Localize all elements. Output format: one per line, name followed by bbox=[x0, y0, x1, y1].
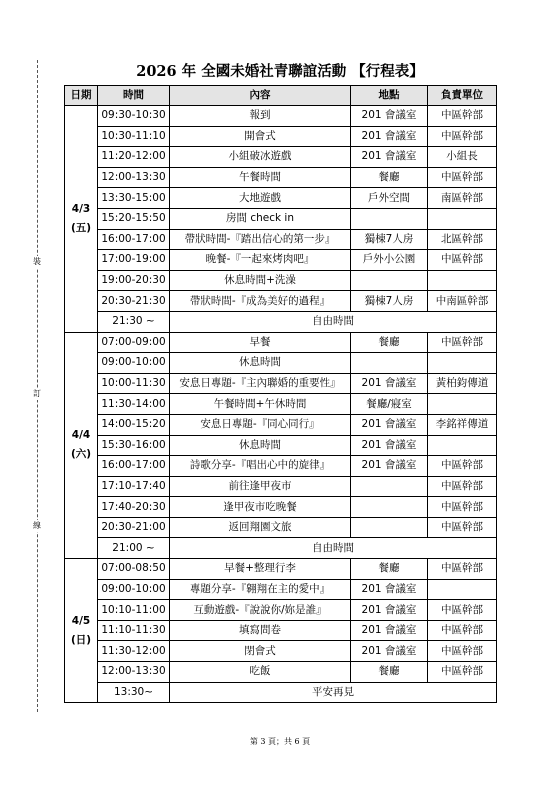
location-cell: 201 會議室 bbox=[351, 435, 428, 456]
location-cell bbox=[351, 208, 428, 229]
content-cell: 安息日專題-『同心同行』 bbox=[170, 414, 351, 435]
time-cell: 07:00-09:00 bbox=[98, 332, 170, 353]
binding-mark: 訂 bbox=[33, 389, 41, 398]
table-row bbox=[65, 394, 497, 415]
header-location: 地點 bbox=[351, 86, 428, 106]
table-row bbox=[65, 250, 497, 271]
table-row bbox=[65, 373, 497, 394]
binding-mark: 線 bbox=[33, 521, 41, 530]
owner-cell: 中區幹部 bbox=[428, 476, 497, 497]
time-cell: 13:30~ bbox=[98, 682, 170, 703]
content-cell: 平安再見 bbox=[170, 682, 497, 703]
table-row bbox=[65, 600, 497, 621]
owner-cell: 中區幹部 bbox=[428, 126, 497, 147]
time-cell: 15:20-15:50 bbox=[98, 208, 170, 229]
location-cell: 獨棟7人房 bbox=[351, 291, 428, 312]
time-cell: 10:30-11:10 bbox=[98, 126, 170, 147]
table-row bbox=[65, 620, 497, 641]
content-cell: 帶狀時間-『踏出信心的第一步』 bbox=[170, 229, 351, 250]
time-cell: 20:30-21:00 bbox=[98, 517, 170, 538]
location-cell: 戶外空間 bbox=[351, 188, 428, 209]
day-cell bbox=[65, 332, 98, 559]
location-cell: 201 會議室 bbox=[351, 373, 428, 394]
table-row bbox=[65, 126, 497, 147]
content-cell: 帶狀時間-『成為美好的過程』 bbox=[170, 291, 351, 312]
header-time: 時間 bbox=[98, 86, 170, 106]
owner-cell: 中區幹部 bbox=[428, 106, 497, 127]
owner-cell: 中區幹部 bbox=[428, 620, 497, 641]
location-cell: 201 會議室 bbox=[351, 147, 428, 168]
table-row bbox=[65, 270, 497, 291]
owner-cell bbox=[428, 435, 497, 456]
time-cell: 20:30-21:30 bbox=[98, 291, 170, 312]
content-cell: 自由時間 bbox=[170, 311, 497, 332]
time-cell: 17:10-17:40 bbox=[98, 476, 170, 497]
time-cell: 11:20-12:00 bbox=[98, 147, 170, 168]
table-row bbox=[65, 188, 497, 209]
table-row bbox=[65, 332, 497, 353]
content-cell: 吃飯 bbox=[170, 662, 351, 683]
day-date: 4/4 bbox=[71, 429, 91, 442]
content-cell: 休息時間+洗澡 bbox=[170, 270, 351, 291]
table-row bbox=[65, 662, 497, 683]
owner-cell: 中南區幹部 bbox=[428, 291, 497, 312]
table-header-row bbox=[65, 86, 497, 106]
content-cell: 早餐 bbox=[170, 332, 351, 353]
content-cell: 專題分享-『翱翔在主的愛中』 bbox=[170, 579, 351, 600]
time-cell: 09:00-10:00 bbox=[98, 579, 170, 600]
table-row bbox=[65, 641, 497, 662]
binding-line bbox=[37, 60, 38, 712]
time-cell: 10:10-11:00 bbox=[98, 600, 170, 621]
location-cell: 201 會議室 bbox=[351, 126, 428, 147]
content-cell: 晚餐-『一起來烤肉吧』 bbox=[170, 250, 351, 271]
table-row bbox=[65, 147, 497, 168]
location-cell bbox=[351, 517, 428, 538]
location-cell bbox=[351, 270, 428, 291]
table-row bbox=[65, 579, 497, 600]
time-cell: 09:00-10:00 bbox=[98, 353, 170, 374]
table-row bbox=[65, 476, 497, 497]
day-weekday: (五) bbox=[70, 221, 92, 234]
owner-cell: 黃柏鈞傳道 bbox=[428, 373, 497, 394]
day-date: 4/5 bbox=[71, 614, 91, 627]
location-cell: 201 會議室 bbox=[351, 641, 428, 662]
location-cell: 201 會議室 bbox=[351, 600, 428, 621]
table-row bbox=[65, 311, 497, 332]
time-cell: 11:30-14:00 bbox=[98, 394, 170, 415]
owner-cell bbox=[428, 579, 497, 600]
location-cell: 201 會議室 bbox=[351, 620, 428, 641]
time-cell: 13:30-15:00 bbox=[98, 188, 170, 209]
owner-cell: 中區幹部 bbox=[428, 167, 497, 188]
location-cell bbox=[351, 353, 428, 374]
owner-cell: 北區幹部 bbox=[428, 229, 497, 250]
content-cell: 返回翔園文旅 bbox=[170, 517, 351, 538]
table-row bbox=[65, 435, 497, 456]
table-row bbox=[65, 106, 497, 127]
day-date: 4/3 bbox=[71, 202, 91, 215]
table-row bbox=[65, 167, 497, 188]
time-cell: 21:00 ~ bbox=[98, 538, 170, 559]
header-date: 日期 bbox=[65, 86, 98, 106]
location-cell: 餐廳 bbox=[351, 167, 428, 188]
location-cell: 餐廳 bbox=[351, 332, 428, 353]
table-row bbox=[65, 414, 497, 435]
content-cell: 房間 check in bbox=[170, 208, 351, 229]
location-cell bbox=[351, 476, 428, 497]
owner-cell bbox=[428, 394, 497, 415]
location-cell: 201 會議室 bbox=[351, 456, 428, 477]
time-cell: 16:00-17:00 bbox=[98, 229, 170, 250]
location-cell: 餐廳/寢室 bbox=[351, 394, 428, 415]
content-cell: 大地遊戲 bbox=[170, 188, 351, 209]
content-cell: 詩歌分享-『唱出心中的旋律』 bbox=[170, 456, 351, 477]
table-row bbox=[65, 208, 497, 229]
page-title: 2026 年 全國未婚社青聯誼活動 【行程表】 bbox=[136, 63, 424, 80]
table-row bbox=[65, 559, 497, 580]
table-row bbox=[65, 229, 497, 250]
content-cell: 早餐+整理行李 bbox=[170, 559, 351, 580]
table-row bbox=[65, 497, 497, 518]
owner-cell: 中區幹部 bbox=[428, 332, 497, 353]
owner-cell: 小組長 bbox=[428, 147, 497, 168]
content-cell: 填寫問卷 bbox=[170, 620, 351, 641]
owner-cell: 中區幹部 bbox=[428, 517, 497, 538]
binding-mark: 裝 bbox=[33, 257, 41, 266]
time-cell: 21:30 ~ bbox=[98, 311, 170, 332]
time-cell: 07:00-08:50 bbox=[98, 559, 170, 580]
owner-cell bbox=[428, 208, 497, 229]
owner-cell bbox=[428, 270, 497, 291]
content-cell: 逢甲夜市吃晚餐 bbox=[170, 497, 351, 518]
time-cell: 12:00-13:30 bbox=[98, 167, 170, 188]
table-row bbox=[65, 456, 497, 477]
location-cell: 餐廳 bbox=[351, 662, 428, 683]
page-number: 第 3 頁；共 6 頁 bbox=[249, 737, 311, 746]
owner-cell: 中區幹部 bbox=[428, 250, 497, 271]
owner-cell: 中區幹部 bbox=[428, 456, 497, 477]
content-cell: 休息時間 bbox=[170, 353, 351, 374]
location-cell: 餐廳 bbox=[351, 559, 428, 580]
header-content: 內容 bbox=[170, 86, 351, 106]
content-cell: 午餐時間+午休時間 bbox=[170, 394, 351, 415]
time-cell: 11:30-12:00 bbox=[98, 641, 170, 662]
location-cell: 獨棟7人房 bbox=[351, 229, 428, 250]
content-cell: 休息時間 bbox=[170, 435, 351, 456]
owner-cell: 中區幹部 bbox=[428, 641, 497, 662]
time-cell: 17:40-20:30 bbox=[98, 497, 170, 518]
time-cell: 09:30-10:30 bbox=[98, 106, 170, 127]
schedule-table bbox=[64, 85, 497, 703]
time-cell: 17:00-19:00 bbox=[98, 250, 170, 271]
owner-cell: 中區幹部 bbox=[428, 600, 497, 621]
table-row bbox=[65, 517, 497, 538]
location-cell: 201 會議室 bbox=[351, 106, 428, 127]
table-row bbox=[65, 538, 497, 559]
content-cell: 報到 bbox=[170, 106, 351, 127]
table-row bbox=[65, 682, 497, 703]
location-cell bbox=[351, 497, 428, 518]
owner-cell: 南區幹部 bbox=[428, 188, 497, 209]
location-cell: 戶外小公園 bbox=[351, 250, 428, 271]
day-weekday: (日) bbox=[70, 633, 92, 646]
header-owner: 負責單位 bbox=[428, 86, 497, 106]
content-cell: 午餐時間 bbox=[170, 167, 351, 188]
content-cell: 自由時間 bbox=[170, 538, 497, 559]
owner-cell: 中區幹部 bbox=[428, 559, 497, 580]
location-cell: 201 會議室 bbox=[351, 579, 428, 600]
location-cell: 201 會議室 bbox=[351, 414, 428, 435]
owner-cell: 中區幹部 bbox=[428, 497, 497, 518]
table-row bbox=[65, 291, 497, 312]
day-weekday: (六) bbox=[70, 448, 92, 461]
time-cell: 10:00-11:30 bbox=[98, 373, 170, 394]
schedule-body bbox=[65, 106, 497, 703]
day-cell bbox=[65, 559, 98, 703]
content-cell: 閉會式 bbox=[170, 641, 351, 662]
content-cell: 開會式 bbox=[170, 126, 351, 147]
content-cell: 安息日專題-『主內聯婚的重要性』 bbox=[170, 373, 351, 394]
time-cell: 14:00-15:20 bbox=[98, 414, 170, 435]
time-cell: 12:00-13:30 bbox=[98, 662, 170, 683]
owner-cell bbox=[428, 353, 497, 374]
day-cell bbox=[65, 106, 98, 333]
time-cell: 16:00-17:00 bbox=[98, 456, 170, 477]
owner-cell: 中區幹部 bbox=[428, 662, 497, 683]
content-cell: 前往逢甲夜市 bbox=[170, 476, 351, 497]
time-cell: 15:30-16:00 bbox=[98, 435, 170, 456]
time-cell: 11:10-11:30 bbox=[98, 620, 170, 641]
content-cell: 小組破冰遊戲 bbox=[170, 147, 351, 168]
content-cell: 互動遊戲-『說說你/妳是誰』 bbox=[170, 600, 351, 621]
time-cell: 19:00-20:30 bbox=[98, 270, 170, 291]
table-row bbox=[65, 353, 497, 374]
owner-cell: 李銘祥傳道 bbox=[428, 414, 497, 435]
